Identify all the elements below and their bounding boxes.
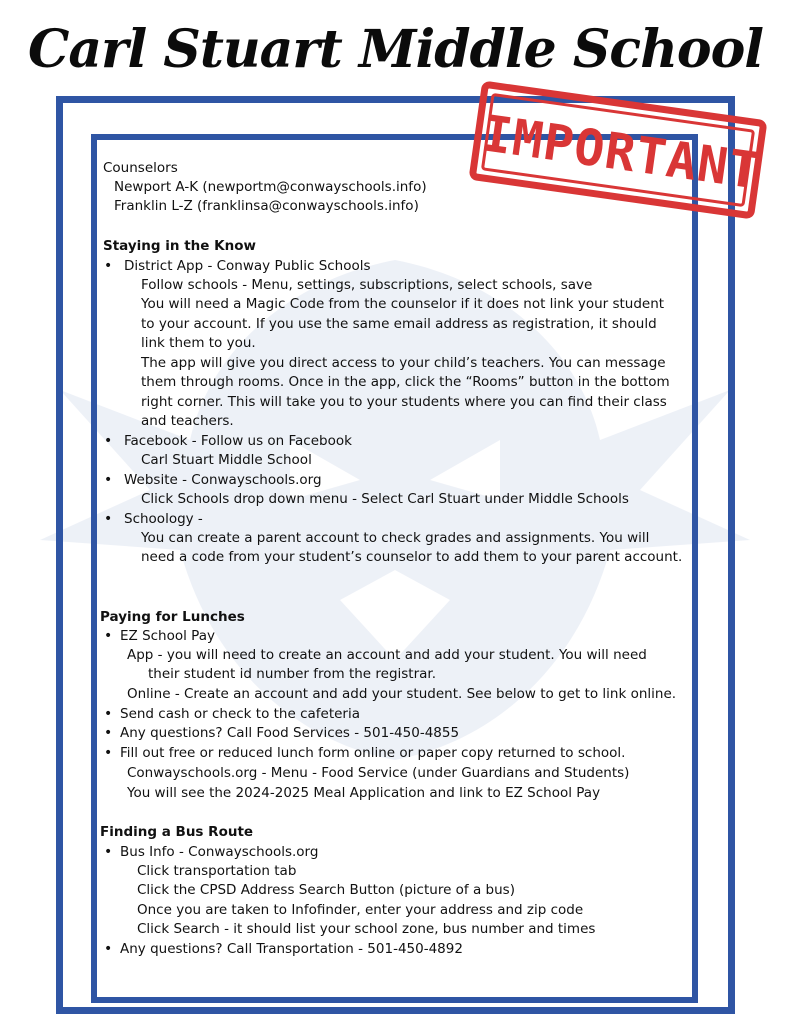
list-item: Once you are taken to Infofinder, enter your address and zip code xyxy=(137,902,584,918)
bus-info-label: Bus Info - Conwayschools.org xyxy=(120,844,319,860)
list-item: The app will give you direct access to your child’s teachers. You can message xyxy=(141,355,666,371)
lunch-heading: Paying for Lunches xyxy=(100,609,245,625)
bullet: • xyxy=(104,844,113,860)
know-heading: Staying in the Know xyxy=(103,238,256,254)
list-item: their student id number from the registrar. xyxy=(148,666,437,682)
list-item: Any questions? Call Transportation - 501-450-4892 xyxy=(120,941,463,957)
list-item: Follow schools - Menu, settings, subscriptions, select schools, save xyxy=(141,277,593,293)
list-item: You will see the 2024-2025 Meal Application and link to EZ School Pay xyxy=(127,785,601,801)
list-item: Send cash or check to the cafeteria xyxy=(120,706,361,722)
list-item: Any questions? Call Food Services - 501-450-4855 xyxy=(120,725,460,741)
list-item: Carl Stuart Middle School xyxy=(141,452,312,468)
list-item: them through rooms. Once in the app, click the “Rooms” button in the bottom xyxy=(141,374,670,390)
bullet: • xyxy=(104,511,113,527)
list-item: Click Schools drop down menu - Select Carl Stuart under Middle Schools xyxy=(141,491,629,507)
list-item: App - you will need to create an account and add your student. You will need xyxy=(127,647,647,663)
bullet: • xyxy=(104,941,113,957)
list-item: Click the CPSD Address Search Button (picture of a bus) xyxy=(137,882,515,898)
list-item: need a code from your student’s counselor to add them to your parent account. xyxy=(141,549,683,565)
bullet: • xyxy=(104,745,113,761)
list-item: You will need a Magic Code from the counselor if it does not link your student xyxy=(141,296,665,312)
counselors-heading: Counselors xyxy=(103,160,178,176)
list-item: Fill out free or reduced lunch form online or paper copy returned to school. xyxy=(120,745,626,761)
stamp-text: IMPORTANT xyxy=(478,104,764,201)
list-item: right corner. This will take you to your students where you can find their class xyxy=(141,394,667,410)
list-item: and teachers. xyxy=(141,413,234,429)
facebook-label: Facebook - Follow us on Facebook xyxy=(124,433,352,449)
bullet: • xyxy=(104,258,113,274)
list-item: to your account. If you use the same email address as registration, it should xyxy=(141,316,657,332)
page-title: Carl Stuart Middle School xyxy=(27,19,764,80)
schoology-label: Schoology - xyxy=(124,511,203,527)
list-item: Online - Create an account and add your student. See below to get to link online. xyxy=(127,686,677,702)
list-item: Click Search - it should list your school zone, bus number and times xyxy=(137,921,596,937)
counselor-newport: Newport A-K (newportm@conwayschools.info) xyxy=(114,179,427,195)
list-item: Conwayschools.org - Menu - Food Service (under Guardians and Students) xyxy=(127,765,630,781)
list-item: Click transportation tab xyxy=(137,863,297,879)
counselor-franklin: Franklin L-Z (franklinsa@conwayschools.info) xyxy=(114,198,419,214)
district-app-label: District App - Conway Public Schools xyxy=(124,258,371,274)
bullet: • xyxy=(104,706,113,722)
bullet: • xyxy=(104,725,113,741)
website-label: Website - Conwayschools.org xyxy=(124,472,322,488)
bullet: • xyxy=(104,628,113,644)
bullet: • xyxy=(104,472,113,488)
list-item: You can create a parent account to check grades and assignments. You will xyxy=(141,530,650,546)
bus-heading: Finding a Bus Route xyxy=(100,824,254,840)
ez-school-pay-label: EZ School Pay xyxy=(120,628,215,644)
list-item: link them to you. xyxy=(141,335,256,351)
bullet: • xyxy=(104,433,113,449)
